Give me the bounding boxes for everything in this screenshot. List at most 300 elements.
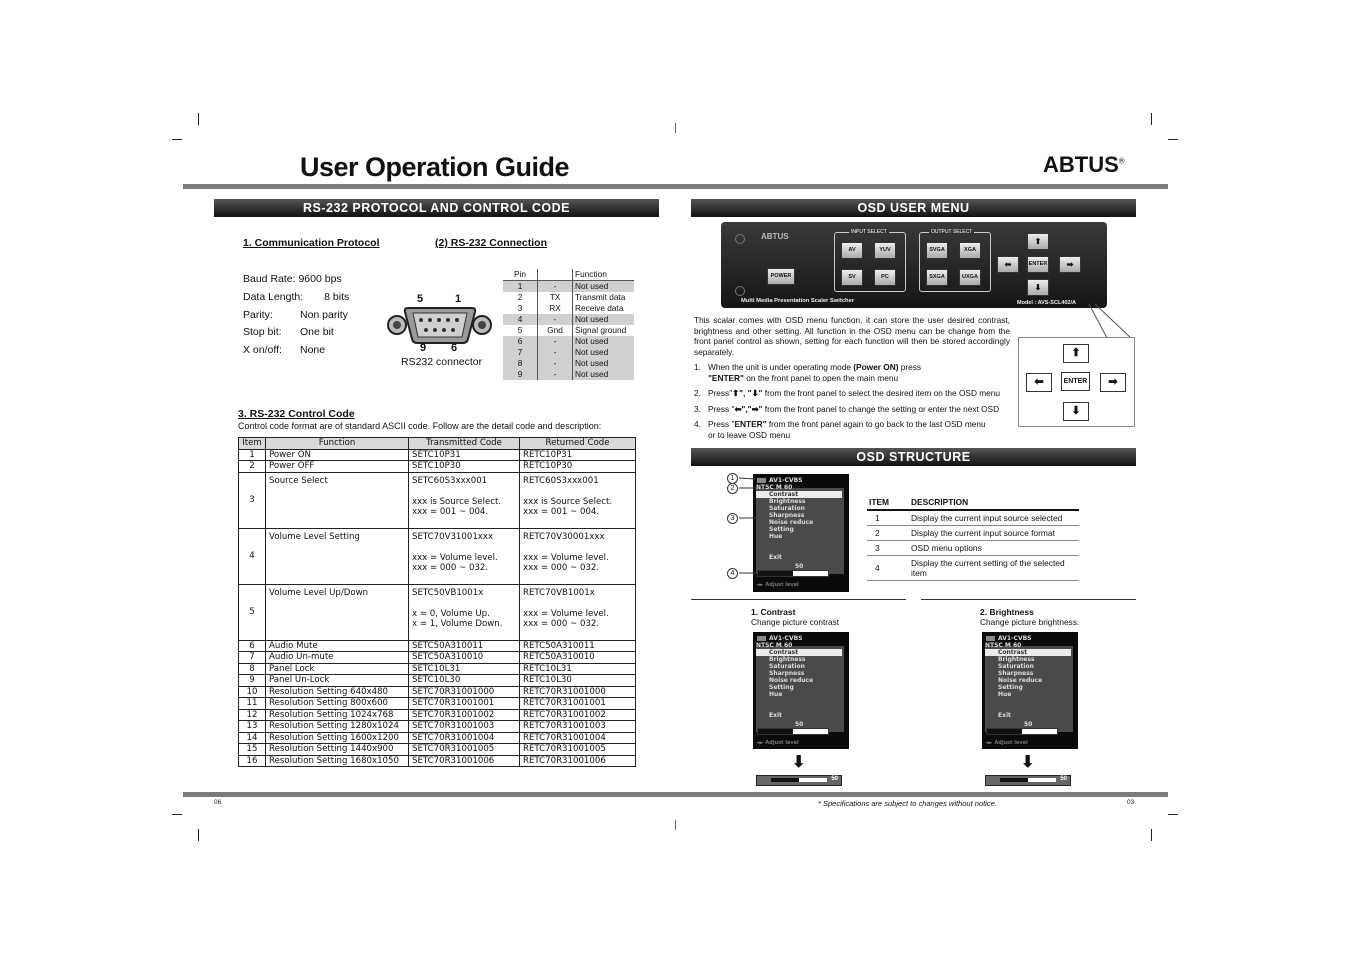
osd-footer: ◄► Adjust level — [756, 582, 799, 588]
osd-value: 50 — [795, 721, 804, 728]
cell-line: Panel Un-Lock — [269, 675, 330, 685]
control-code-header-row — [239, 438, 636, 450]
cell-line: SETC10L31 — [412, 663, 461, 674]
pin-signal: - — [538, 281, 573, 293]
crop-mark — [1168, 139, 1178, 140]
cell-line: xxx = 000 ~ 032. — [412, 563, 489, 573]
brightness-adjust-bar — [985, 775, 1071, 786]
input-av-button[interactable]: AV — [841, 242, 863, 259]
pin-row — [503, 281, 634, 293]
function-cell — [266, 709, 409, 721]
item-cell: 4 — [239, 528, 266, 584]
returned-cell — [520, 686, 636, 698]
cell-line — [412, 598, 516, 609]
item-cell: 16 — [239, 755, 266, 767]
control-code-description: Control code format are of standard ASCII code. Follow are the detail code and description: — [238, 421, 602, 431]
osd-source: AV1-CVBS — [769, 477, 803, 484]
pin-signal: - — [538, 358, 573, 369]
osd-item: Setting — [769, 526, 794, 533]
contrast-adjust-bar — [756, 775, 842, 786]
pin-number: 2 — [503, 292, 538, 303]
callout-2: 2 — [727, 483, 738, 494]
cell-line: xxx = 001 ~ 004. — [523, 507, 600, 517]
osd-item: Setting — [769, 684, 794, 691]
page-number-left: 06 — [214, 799, 222, 806]
comm-protocol-heading: 1. Communication Protocol — [243, 237, 380, 249]
osd-item: Brightness — [769, 656, 806, 663]
step-3: 3. Press "⬅","➡" from the front panel to change the setting or enter the next OSD — [694, 403, 1000, 414]
function-cell — [266, 528, 409, 584]
callout-4: 4 — [727, 568, 738, 579]
cell-line: RETC10L31 — [523, 663, 572, 674]
item-cell: 14 — [239, 732, 266, 744]
adjust-value: 50 — [1060, 776, 1067, 782]
cell-line: RETC70R31001003 — [523, 721, 606, 731]
crop-mark — [675, 123, 676, 133]
cell-line: RETC70VB1001x — [523, 587, 595, 598]
protocol-row: Data Length: 8 bits — [243, 290, 350, 303]
logo-text: ABTUS — [1043, 152, 1119, 177]
crop-mark — [198, 113, 199, 125]
callout-3: 3 — [727, 513, 738, 524]
osd-steps — [694, 362, 1012, 440]
brightness-desc: Change picture brightness. — [980, 617, 1080, 627]
output-svga-button[interactable]: SVGA — [926, 242, 948, 259]
page-title: User Operation Guide — [300, 152, 570, 182]
brightness-title: 2. Brightness — [980, 607, 1034, 617]
desc-item: 1 — [867, 510, 909, 526]
function-cell — [266, 663, 409, 675]
input-pc-button[interactable]: PC — [874, 269, 896, 286]
desc-text: OSD menu options — [909, 541, 1079, 556]
desc-text: Display the current input source selected — [909, 510, 1079, 526]
function-cell — [266, 461, 409, 473]
control-code-row — [239, 449, 636, 461]
protocol-row: Parity: Non parity — [243, 308, 348, 321]
connection-heading: (2) RS-232 Connection — [435, 237, 548, 249]
item-cell: 3 — [239, 472, 266, 528]
returned-cell — [520, 663, 636, 675]
power-button[interactable]: POWER — [767, 268, 795, 285]
cell-line: RETC10L30 — [523, 675, 572, 685]
osd-footer: ◄► Adjust level — [985, 740, 1028, 746]
item-cell: 7 — [239, 652, 266, 664]
protocol-row: Baud Rate: 9600 bps — [243, 273, 342, 285]
cell-line: Resolution Setting 1440x900 — [269, 744, 394, 754]
cell-line: Resolution Setting 640x480 — [269, 686, 389, 697]
cell-line: SETC70V31001xxx — [412, 531, 494, 542]
cell-line: SETC60S3xxx001 — [412, 475, 488, 486]
keypad-diagram — [1018, 337, 1135, 427]
comm-protocol-list — [243, 271, 349, 360]
right-arrow-button[interactable]: ➡ — [1059, 256, 1081, 273]
osd-item: Contrast — [769, 649, 799, 656]
cell-line: SETC70R31001003 — [412, 721, 495, 731]
pin-row — [503, 314, 634, 325]
cell-line: SETC70R31001004 — [412, 732, 495, 743]
control-code-row — [239, 675, 636, 687]
pin-function: Not used — [573, 369, 635, 380]
pin-row — [503, 303, 634, 314]
item-cell: 8 — [239, 663, 266, 675]
control-code-row — [239, 640, 636, 652]
pin-number: 5 — [503, 325, 538, 336]
output-uxga-button[interactable]: UXGA — [959, 269, 981, 286]
device-caption: Multi Media Presentation Scaler Switcher — [741, 298, 855, 304]
pin-table-header — [503, 269, 634, 281]
device-front-panel — [721, 222, 1107, 308]
rs232-connector-icon — [386, 290, 496, 360]
osd-description-table — [867, 495, 1079, 581]
cell-line: RETC70R31001004 — [523, 732, 606, 743]
returned-cell — [520, 652, 636, 664]
osd-item: Brightness — [769, 498, 806, 505]
cell-line: x = 0, Volume Up. — [412, 608, 490, 619]
osd-source: AV1-CVBS — [998, 635, 1032, 642]
desc-item: 3 — [867, 541, 909, 556]
osd-item: Noise reduce — [769, 677, 814, 684]
osd-value: 50 — [795, 563, 804, 570]
description-row — [867, 526, 1079, 541]
transmitted-cell — [409, 698, 520, 710]
cell-line: Power OFF — [269, 461, 315, 471]
connector-label: RS232 connector — [401, 356, 483, 368]
pin-number: 4 — [503, 314, 538, 325]
osd-item: Noise reduce — [998, 677, 1043, 684]
item-cell: 15 — [239, 744, 266, 756]
section-title-osd-menu: OSD USER MENU — [691, 199, 1136, 217]
osd-item: Sharpness — [769, 512, 805, 519]
cell-line: SETC70R31001002 — [412, 709, 495, 720]
osd-item: Saturation — [769, 505, 805, 512]
header-rule — [183, 184, 1168, 189]
cell-line: RETC70R31001005 — [523, 744, 606, 754]
item-cell: 2 — [239, 461, 266, 473]
pin-number: 1 — [503, 281, 538, 293]
control-code-row — [239, 698, 636, 710]
cell-line: Power ON — [269, 449, 311, 460]
device-brand: ABTUS — [761, 232, 789, 241]
item-cell: 10 — [239, 686, 266, 698]
function-cell — [266, 732, 409, 744]
function-header: Function — [573, 269, 635, 281]
crop-mark — [1151, 113, 1152, 125]
item-cell: 11 — [239, 698, 266, 710]
returned-cell — [520, 449, 636, 461]
pin-function: Not used — [573, 347, 635, 358]
osd-structure-screen — [753, 474, 849, 592]
returned-cell — [520, 584, 636, 640]
transmitted-cell — [409, 528, 520, 584]
osd-item: Hue — [998, 691, 1012, 698]
returned-cell — [520, 744, 636, 756]
pin-function: Transmit data — [573, 292, 635, 303]
cell-line: xxx = Volume level. — [523, 552, 609, 563]
transmitted-cell — [409, 732, 520, 744]
osd-exit: Exit — [769, 554, 782, 561]
pin-header: Pin — [514, 269, 526, 279]
input-yuv-button[interactable]: YUV — [874, 242, 896, 259]
control-code-row — [239, 721, 636, 733]
cell-line: RETC50A310011 — [523, 640, 595, 651]
item-cell: 13 — [239, 721, 266, 733]
pin-row — [503, 292, 634, 303]
logo-mark: ® — [1118, 156, 1125, 166]
function-cell — [266, 449, 409, 461]
left-arrow-button[interactable]: ⬅ — [997, 256, 1019, 273]
control-code-row — [239, 652, 636, 664]
cell-line: Resolution Setting 1024x768 — [269, 709, 394, 720]
item-cell: 1 — [239, 449, 266, 461]
osd-item: Sharpness — [769, 670, 805, 677]
pin-signal: - — [538, 314, 573, 325]
down-arrow-icon: ⬇ — [792, 754, 806, 771]
cell-line: SETC50A310011 — [412, 640, 484, 651]
function-cell — [266, 686, 409, 698]
returned-cell — [520, 461, 636, 473]
osd-item: Saturation — [769, 663, 805, 670]
cell-line: xxx is Source Select. — [523, 496, 613, 507]
returned-cell — [520, 698, 636, 710]
control-code-heading: 3. RS-232 Control Code — [238, 408, 355, 420]
enter-button[interactable]: ENTER — [1027, 256, 1049, 273]
cell-line: SETC70R31001000 — [412, 686, 495, 697]
adjust-value: 50 — [831, 776, 838, 782]
osd-format: NTSC M 60 — [756, 642, 793, 649]
osd-item: Contrast — [769, 491, 799, 498]
brand-logo — [1043, 152, 1125, 178]
transmitted-cell — [409, 584, 520, 640]
device-model: Model : AVS-SCL402/A — [1017, 300, 1076, 306]
transmitted-cell — [409, 755, 520, 767]
osd-footer: ◄► Adjust level — [756, 740, 799, 746]
cell-line: RETC70R31001002 — [523, 709, 606, 720]
cell-line: SETC70R31001001 — [412, 698, 495, 708]
osd-value: 50 — [1024, 721, 1033, 728]
description-header: DESCRIPTION — [909, 495, 1079, 510]
output-xga-button[interactable]: XGA — [959, 242, 981, 259]
cell-line: SETC70R31001005 — [412, 744, 495, 754]
osd-format: NTSC M 60 — [756, 484, 793, 491]
step-2: 2. Press"⬆", "⬇" from the front panel to select the desired item on the OSD menu — [694, 388, 1000, 398]
control-code-row — [239, 528, 636, 584]
pin-function: Not used — [573, 314, 635, 325]
cell-line: RETC70R31001006 — [523, 755, 606, 766]
cell-line — [523, 598, 632, 609]
osd-exit: Exit — [998, 712, 1011, 719]
cell-line — [523, 486, 632, 497]
pin-signal: RX — [538, 303, 573, 314]
cell-line: Audio Un-mute — [269, 652, 334, 662]
transmitted-cell — [409, 652, 520, 664]
section-title-rs232: RS-232 PROTOCOL AND CONTROL CODE — [214, 199, 659, 217]
crop-mark — [172, 139, 182, 140]
down-arrow-icon: ⬇ — [1063, 402, 1089, 421]
transmitted-cell — [409, 461, 520, 473]
cell-line: RETC60S3xxx001 — [523, 475, 599, 486]
cell-line: xxx = 001 ~ 004. — [412, 507, 489, 517]
function-cell — [266, 640, 409, 652]
pin-function: Not used — [573, 336, 635, 347]
transmitted-cell — [409, 640, 520, 652]
input-select-label: INPUT SELECT — [851, 229, 887, 235]
crop-mark — [1151, 829, 1152, 841]
control-code-row — [239, 472, 636, 528]
returned-cell — [520, 472, 636, 528]
pin-signal: TX — [538, 292, 573, 303]
callout-1: 1 — [727, 473, 738, 484]
cell-line: Volume Level Up/Down — [269, 587, 369, 598]
control-code-row — [239, 663, 636, 675]
cell-line: SETC70R31001006 — [412, 755, 495, 766]
function-cell — [266, 472, 409, 528]
left-arrow-icon: ⬅ — [1026, 373, 1052, 392]
down-arrow-icon: ⬇ — [1021, 754, 1035, 771]
cell-line: SETC10L30 — [412, 675, 461, 685]
section-title-osd-structure: OSD STRUCTURE — [691, 448, 1136, 466]
down-arrow-button[interactable]: ⬇ — [1027, 279, 1049, 296]
cell-line: Panel Lock — [269, 663, 315, 674]
cell-line: SETC10P30 — [412, 461, 461, 471]
desc-text: Display the current setting of the selected item — [909, 556, 1079, 581]
up-arrow-button[interactable]: ⬆ — [1027, 233, 1049, 250]
contrast-title: 1. Contrast — [751, 607, 796, 617]
transmitted-cell — [409, 721, 520, 733]
crop-mark — [1168, 814, 1178, 815]
function-cell — [266, 755, 409, 767]
control-code-table — [238, 437, 636, 767]
pin-number: 9 — [503, 369, 538, 380]
item-header: ITEM — [867, 495, 909, 510]
signal-header — [538, 269, 573, 281]
returned-cell — [520, 709, 636, 721]
pin-signal: Gnd — [538, 325, 573, 336]
control-code-row — [239, 584, 636, 640]
pin-table — [503, 269, 634, 380]
protocol-row: Stop bit: One bit — [243, 326, 334, 339]
transmitted-cell — [409, 449, 520, 461]
cell-line — [412, 542, 516, 553]
page-number-right: 03 — [1127, 799, 1135, 806]
cell-line: Resolution Setting 1600x1200 — [269, 732, 399, 743]
cell-line: RETC10P31 — [523, 449, 573, 460]
step-1: 1. When the unit is under operating mode (Power ON) press "ENTER" on the front panel to open the main menu — [694, 362, 922, 383]
cell-line: Resolution Setting 1280x1024 — [269, 721, 399, 731]
transmitted-cell — [409, 686, 520, 698]
cell-line — [523, 542, 632, 553]
returned-cell — [520, 721, 636, 733]
desc-header-row — [867, 495, 1079, 510]
function-header: Function — [266, 438, 409, 450]
pin-function: Signal ground — [573, 325, 635, 336]
cell-line: xxx = Volume level. — [523, 608, 609, 619]
cell-line: Resolution Setting 800x600 — [269, 698, 389, 708]
pin-label-9: 9 — [420, 342, 427, 354]
pin-function: Receive data — [573, 303, 635, 314]
crop-mark — [172, 814, 182, 815]
item-header: Item — [239, 438, 266, 450]
osd-item: Setting — [998, 684, 1023, 691]
osd-intro-text: This scalar comes with OSD menu function, it can store the user desired contrast, brightness and other setting. All function in the OSD menu can be change from the front panel control as shown, setting for each function will then be stored accordingly separately. — [694, 315, 1010, 357]
cell-line: x = 1, Volume Down. — [412, 619, 503, 629]
description-row — [867, 510, 1079, 526]
input-sv-button[interactable]: SV — [841, 269, 863, 286]
control-code-row — [239, 755, 636, 767]
pin-label-1: 1 — [455, 293, 462, 305]
transmitted-cell — [409, 675, 520, 687]
osd-contrast-screen — [753, 632, 849, 749]
footer-rule — [183, 792, 1168, 797]
item-cell: 5 — [239, 584, 266, 640]
output-sxga-button[interactable]: SXGA — [926, 269, 948, 286]
osd-item: Hue — [769, 691, 783, 698]
cell-line: RETC50A310010 — [523, 652, 595, 662]
item-cell: 12 — [239, 709, 266, 721]
output-select-label: OUTPUT SELECT — [931, 229, 973, 235]
function-cell — [266, 698, 409, 710]
divider — [691, 599, 906, 600]
returned-cell — [520, 732, 636, 744]
pin-function: Not used — [573, 281, 635, 293]
crop-mark — [675, 820, 676, 830]
control-code-row — [239, 686, 636, 698]
function-cell — [266, 584, 409, 640]
callout-lines — [1085, 300, 1135, 340]
transmitted-cell — [409, 663, 520, 675]
osd-item: Brightness — [998, 656, 1035, 663]
cell-line — [412, 486, 516, 497]
desc-item: 2 — [867, 526, 909, 541]
pin-signal: - — [538, 336, 573, 347]
step-4: 4. Press "ENTER" from the front panel again to go back to the last OSD menu or to leave OSD menu — [694, 419, 986, 440]
desc-item: 4 — [867, 556, 909, 581]
desc-text: Display the current input source format — [909, 526, 1079, 541]
transmitted-cell — [409, 744, 520, 756]
pin-number: 8 — [503, 358, 538, 369]
osd-item: Saturation — [998, 663, 1034, 670]
returned-cell — [520, 640, 636, 652]
pin-row — [503, 369, 634, 380]
osd-source: AV1-CVBS — [769, 635, 803, 642]
returned-header: Returned Code — [520, 438, 636, 450]
item-cell: 6 — [239, 640, 266, 652]
cell-line: xxx = 000 ~ 032. — [523, 563, 600, 573]
cell-line: Audio Mute — [269, 640, 318, 651]
function-cell — [266, 675, 409, 687]
cell-line: RETC70R31001000 — [523, 686, 606, 697]
returned-cell — [520, 755, 636, 767]
pin-number: 6 — [503, 336, 538, 347]
pin-row — [503, 325, 634, 336]
description-row — [867, 541, 1079, 556]
cell-line: RETC10P30 — [523, 461, 573, 471]
up-arrow-icon: ⬆ — [1063, 344, 1089, 363]
cell-line: SETC50VB1001x — [412, 587, 484, 598]
callout-leaders — [738, 474, 758, 578]
control-code-row — [239, 461, 636, 473]
pin-label-6: 6 — [451, 342, 458, 354]
description-row — [867, 556, 1079, 581]
enter-key: ENTER — [1061, 372, 1090, 391]
cell-line: Volume Level Setting — [269, 531, 360, 542]
cell-line: xxx = 000 ~ 032. — [523, 619, 600, 629]
right-arrow-icon: ➡ — [1100, 373, 1126, 392]
pin-row — [503, 358, 634, 369]
pin-number: 3 — [503, 303, 538, 314]
function-cell — [266, 744, 409, 756]
transmitted-header: Transmitted Code — [409, 438, 520, 450]
control-code-row — [239, 744, 636, 756]
